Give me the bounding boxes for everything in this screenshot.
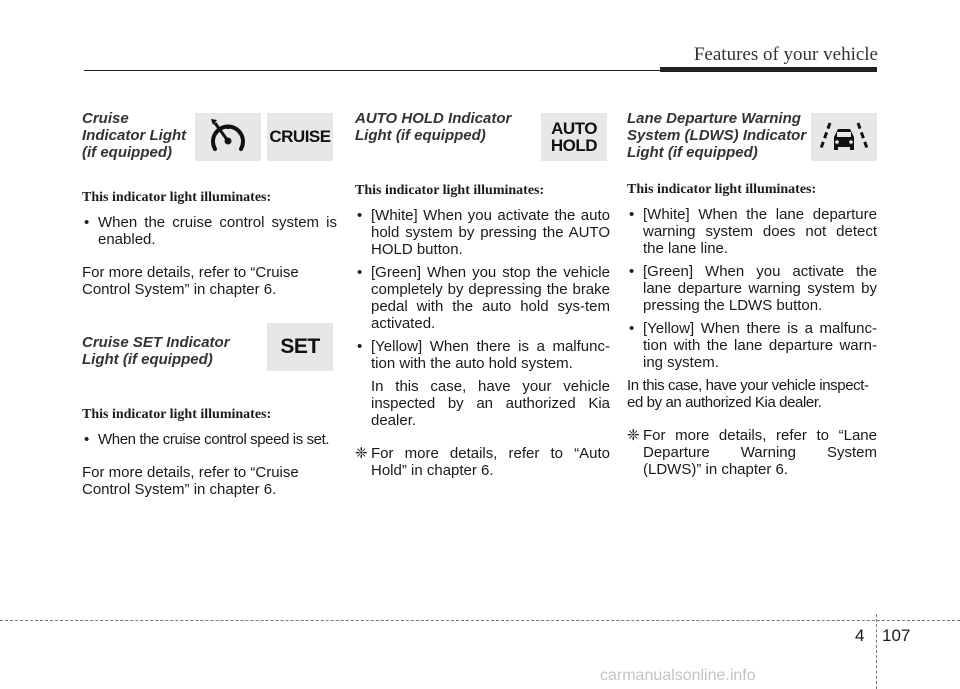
section-lead: This indicator light illuminates: xyxy=(355,183,545,198)
bullet-item: • [Yellow] When there is a malfunc-tion with the lane departure warn-ing system. xyxy=(627,320,877,371)
lane-departure-icon xyxy=(811,113,877,161)
note-mark-icon: ❈ xyxy=(627,427,640,444)
bullet-item: • When the cruise control speed is set. xyxy=(82,431,337,448)
note-paragraph: ❈ For more details, refer to “Lane Departure Warning System (LDWS)” in chapter 6. xyxy=(627,427,877,478)
set-text-icon: SET xyxy=(267,323,333,371)
paragraph: For more details, refer to “Cruise Control System” in chapter 6. xyxy=(82,464,299,498)
bullet-item: • [Yellow] When there is a malfunc-tion with the auto hold system. xyxy=(355,338,610,372)
section-lead: This indicator light illuminates: xyxy=(627,182,817,197)
section-lead: This indicator light illuminates: xyxy=(82,190,272,205)
bullet-item: • [White] When you activate the auto hold system by pressing the AUTO HOLD button. xyxy=(355,207,610,258)
bullet-item: • [White] When the lane departure warning system does not detect the lane line. xyxy=(627,206,877,257)
note-paragraph: ❈ For more details, refer to “Auto Hold” in chapter 6. xyxy=(355,445,610,479)
footer-rule xyxy=(0,620,960,621)
footer-divider xyxy=(876,614,877,689)
cruise-speedometer-icon xyxy=(195,113,261,161)
page-header-title: Features of your vehicle xyxy=(693,44,878,65)
section-heading-auto-hold: AUTO HOLD Indicator Light (if equipped) xyxy=(355,110,512,144)
column-cruise xyxy=(82,110,337,498)
bullet-item: • [Green] When you activate the lane departure warning system by pressing the LDWS button. xyxy=(627,263,877,314)
auto-hold-text-icon: AUTO HOLD xyxy=(541,113,607,161)
indented-paragraph: In this case, have your vehicle inspected by an authorized Kia dealer. xyxy=(371,378,610,429)
section-lead: This indicator light illuminates: xyxy=(82,407,272,422)
watermark: carmanualsonline.info xyxy=(600,667,756,684)
chapter-number: 4 xyxy=(855,626,865,645)
paragraph: For more details, refer to “Cruise Control System” in chapter 6. xyxy=(82,264,299,298)
column-ldws xyxy=(627,110,877,478)
page-number: 107 xyxy=(882,626,911,645)
paragraph: In this case, have your vehicle inspect-ed by an authorized Kia dealer. xyxy=(627,377,869,411)
bullet-item: • [Green] When you stop the vehicle completely by depressing the brake pedal with the auto hold sys-tem activated. xyxy=(355,264,610,332)
section-heading-ldws: Lane Departure Warning System (LDWS) Indicator Light (if equipped) xyxy=(627,110,807,161)
section-heading-cruise-set: Cruise SET Indicator Light (if equipped) xyxy=(82,334,230,368)
header-rule-accent xyxy=(660,67,877,72)
section-heading-cruise: Cruise Indicator Light (if equipped) xyxy=(82,110,187,161)
column-auto-hold xyxy=(355,110,610,479)
cruise-text-icon: CRUISE xyxy=(267,113,333,161)
note-mark-icon: ❈ xyxy=(355,445,368,462)
bullet-item: • When the cruise control system is enabled. xyxy=(82,214,337,248)
